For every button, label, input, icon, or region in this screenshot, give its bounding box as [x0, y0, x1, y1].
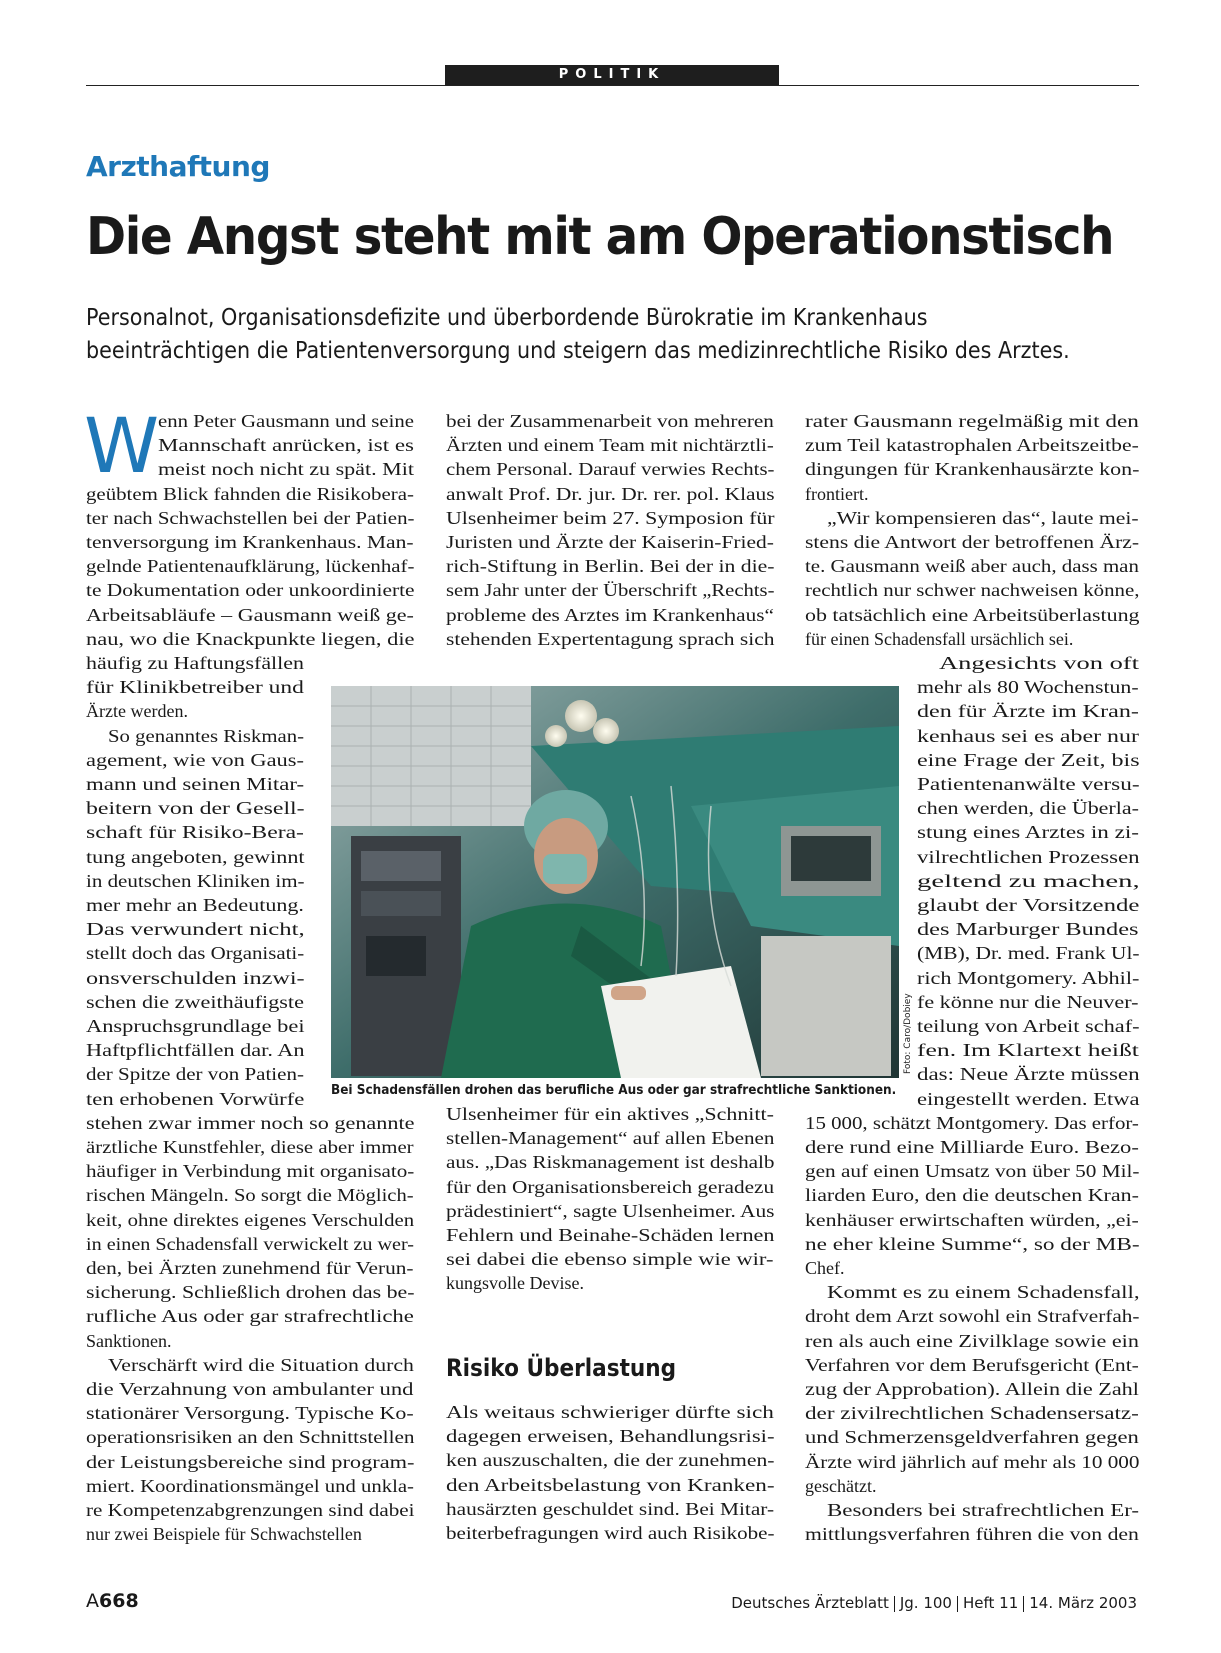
- text-line: sem Jahr unter der Überschrift „Rechts-: [446, 580, 775, 601]
- section-rule: [86, 85, 1139, 86]
- text-line: chen werden, die Überla-: [917, 798, 1139, 819]
- deck-line: beeinträchtigen die Patientenversorgung und steigern das medizinrechtliche Risiko des Arztes.: [86, 338, 1070, 364]
- text-line: mehr als 80 Wochenstun-: [917, 677, 1139, 698]
- text-line: rechtlich nur schwer nachweisen könne,: [805, 580, 1140, 601]
- text-line: glaubt der Vorsitzende: [917, 895, 1140, 915]
- text-line: Fehlern und Beinahe-Schäden lernen: [446, 1225, 775, 1245]
- text-line: Anspruchsgrundlage bei: [86, 1016, 305, 1036]
- text-line: Ärzten und einem Team mit nichtärztli-: [446, 435, 774, 456]
- text-line: den, bei Ärzten zunehmend für Verun-: [86, 1258, 414, 1278]
- text-line: stehenden Expertentagung sprach sich: [446, 628, 775, 649]
- text-line: geltend zu machen,: [917, 870, 1140, 891]
- text-line: re Kompetenzabgrenzungen sind dabei: [86, 1500, 415, 1520]
- text-line: Juristen und Ärzte der Kaiserin-Fried-: [446, 532, 774, 552]
- text-line: prädestiniert“, sagte Ulsenheimer. Aus: [446, 1200, 775, 1221]
- text-line: mann und seinen Mitar-: [86, 774, 305, 794]
- text-line: Chef.: [805, 1258, 845, 1278]
- text-line: gelnde Patientenaufklärung, lückenhaf-: [86, 556, 415, 577]
- journal-date: 14. März 2003: [1029, 1594, 1137, 1612]
- page-number-value: 668: [99, 1590, 139, 1612]
- text-line: meist noch nicht zu spät. Mit: [158, 459, 414, 480]
- text-line: stationärer Versorgung. Typische Ko-: [86, 1403, 414, 1424]
- journal-issue: Heft 11: [962, 1594, 1019, 1612]
- text-line: dere rund eine Milliarde Euro. Bezo-: [805, 1137, 1139, 1157]
- text-line: ren als auch eine Zivilklage sowie ein: [805, 1330, 1139, 1351]
- text-line: chem Personal. Darauf verwies Rechts-: [446, 459, 775, 480]
- text-line: beitern von der Gesell-: [86, 798, 305, 819]
- text-line: rater Gausmann regelmäßig mit den: [805, 411, 1139, 431]
- text-line: zum Teil katastrophalen Arbeitszeitbe-: [805, 435, 1139, 456]
- text-line: ter nach Schwachstellen bei der Patien-: [86, 507, 415, 528]
- text-line: Als weitaus schwieriger dürfte sich: [446, 1402, 774, 1422]
- text-line: geschätzt.: [805, 1475, 877, 1496]
- text-line: probleme des Arztes im Krankenhaus“: [446, 604, 774, 625]
- text-line: keit, ohne direktes eigenes Verschulden: [86, 1209, 415, 1230]
- text-line: te Dokumentation oder unkoordinierte: [86, 580, 415, 601]
- text-line: den für Ärzte im Kran-: [917, 701, 1139, 722]
- text-line: für einen Schadensfall ursächlich sei.: [805, 628, 1074, 649]
- text-line: mittlungsverfahren führen die von den: [805, 1524, 1139, 1545]
- article-headline: Die Angst steht mit am Operationstisch: [86, 207, 1114, 267]
- text-line: Verschärft wird die Situation durch: [108, 1354, 414, 1375]
- text-line: Kommt es zu einem Schadensfall,: [827, 1282, 1140, 1303]
- text-line: ob tatsächlich eine Arbeitsüberlastung: [805, 604, 1140, 625]
- text-line: tung angeboten, gewinnt: [86, 846, 305, 867]
- article-deck: [86, 302, 1148, 368]
- text-line: rufliche Aus oder gar strafrechtliche: [86, 1306, 414, 1327]
- text-line: Ulsenheimer beim 27. Symposion für: [446, 507, 775, 528]
- text-line: sicherung. Schließlich drohen das be-: [86, 1282, 415, 1303]
- text-line: sei dabei die ebenso simple wie wir-: [446, 1249, 774, 1270]
- photo-credit: [899, 993, 913, 1078]
- text-line: Verfahren vor dem Berufsgericht (Ent-: [805, 1354, 1139, 1375]
- text-line: rischen Mängeln. So sorgt die Möglich-: [86, 1185, 414, 1206]
- article-kicker: Arzthaftung: [86, 150, 270, 183]
- text-line: ken auszuschalten, die der zunehmen-: [446, 1450, 775, 1471]
- text-line: liarden Euro, den die deutschen Kran-: [805, 1185, 1139, 1206]
- journal-footer: [731, 1594, 1137, 1612]
- text-line: rich-Stiftung in Berlin. Bei der in die-: [446, 556, 775, 577]
- text-line: So genanntes Riskman-: [108, 725, 304, 746]
- text-line: nur zwei Beispiele für Schwachstellen: [86, 1524, 362, 1545]
- text-line: Mannschaft anrücken, ist es: [158, 435, 414, 456]
- text-line: geübtem Blick fahnden die Risikobera-: [86, 483, 414, 504]
- text-line: bei der Zusammenarbeit von mehreren: [446, 411, 774, 431]
- text-line: eingestellt werden. Etwa: [917, 1088, 1140, 1109]
- text-line: te. Gausmann weiß aber auch, dass man: [805, 556, 1139, 577]
- text-line: stung eines Arztes in zi-: [917, 822, 1139, 843]
- text-line: für Klinikbetreiber und: [86, 677, 304, 698]
- text-line: Ärzte wird jährlich auf mehr als 10 000: [805, 1451, 1140, 1472]
- text-line: das: Neue Ärzte müssen: [917, 1064, 1140, 1085]
- text-line: in deutschen Kliniken im-: [86, 870, 305, 891]
- text-line: Patientenanwälte versu-: [917, 774, 1140, 794]
- text-line: stens die Antwort der betroffenen Ärz-: [805, 532, 1140, 552]
- text-line: stellt doch das Organisati-: [86, 943, 305, 964]
- text-line: schen die zweithäufigste: [86, 991, 304, 1012]
- photo-caption: Bei Schadensfällen drohen das berufliche Aus oder gar strafrechtliche Sanktionen.: [331, 1083, 897, 1098]
- text-line: enn Peter Gausmann und seine: [158, 411, 414, 431]
- text-line: kungsvolle Devise.: [446, 1273, 584, 1294]
- text-line: kenhaus sei es aber nur: [917, 725, 1139, 746]
- deck-line: Personalnot, Organisationsdefizite und überbordende Bürokratie im Krankenhaus: [86, 305, 928, 331]
- text-line: fe könne nur die Neuver-: [917, 991, 1139, 1012]
- text-line: in einen Schadensfall verwickelt zu wer-: [86, 1233, 415, 1254]
- text-line: Arbeitsabläufe – Gausmann weiß ge-: [86, 604, 414, 625]
- text-line: nau, wo die Knackpunkte liegen, die: [86, 628, 415, 649]
- text-line: häufiger in Verbindung mit organisato-: [86, 1161, 415, 1182]
- text-line: frontiert.: [805, 483, 869, 504]
- text-line: der Leistungsbereiche sind program-: [86, 1451, 415, 1472]
- text-line: Ärzte werden.: [86, 701, 188, 722]
- section-label: POLITIK: [445, 65, 779, 85]
- page-number: [86, 1590, 139, 1612]
- text-line: eine Frage der Zeit, bis: [917, 749, 1140, 770]
- text-line: beiterbefragungen wird auch Risikobe-: [446, 1523, 775, 1543]
- text-line: aus. „Das Riskmanagement ist deshalb: [446, 1152, 775, 1173]
- text-line: rich Montgomery. Abhil-: [917, 967, 1140, 988]
- text-line: onsverschulden inzwi-: [86, 967, 305, 988]
- text-line: Ulsenheimer für ein aktives „Schnitt-: [446, 1104, 774, 1124]
- text-line: droht dem Arzt sowohl ein Strafverfah-: [805, 1306, 1140, 1327]
- text-line: stellen-Management“ auf allen Ebenen: [446, 1128, 775, 1149]
- text-line: operationsrisiken an den Schnittstellen: [86, 1427, 415, 1448]
- text-line: der Spitze der von Patien-: [86, 1064, 304, 1085]
- journal-name: Deutsches Ärzteblatt: [731, 1594, 889, 1612]
- text-line: miert. Koordinationsmängel und unkla-: [86, 1475, 414, 1496]
- journal-volume: Jg. 100: [899, 1594, 952, 1612]
- page-prefix: A: [86, 1590, 99, 1612]
- text-line: Haftpflichtfällen dar. An: [86, 1040, 305, 1061]
- text-line: zug der Approbation). Allein die Zahl: [805, 1379, 1139, 1399]
- text-line: Besonders bei strafrechtlichen Er-: [827, 1500, 1140, 1520]
- text-line: ten erhobenen Vorwürfe: [86, 1088, 305, 1109]
- text-line: agement, wie von Gaus-: [86, 749, 304, 770]
- text-line: Sanktionen.: [86, 1330, 172, 1351]
- text-line: gen auf einen Umsatz von über 50 Mil-: [805, 1161, 1140, 1182]
- text-line: „Wir kompensieren das“, laute mei-: [827, 507, 1139, 528]
- text-line: die Verzahnung von ambulanter und: [86, 1379, 414, 1399]
- text-line: anwalt Prof. Dr. jur. Dr. rer. pol. Klaus: [446, 483, 775, 504]
- drop-cap: W: [84, 401, 160, 490]
- operating-room-photo: [331, 686, 899, 1078]
- text-line: für den Organisationsbereich geradezu: [446, 1176, 775, 1197]
- text-line: ne eher kleine Summe“, so der MB-: [805, 1233, 1140, 1254]
- text-line: dagegen erweisen, Behandlungsrisi-: [446, 1426, 775, 1447]
- text-line: teilung von Arbeit schaf-: [917, 1016, 1140, 1036]
- text-line: stehen zwar immer noch so genannte: [86, 1112, 415, 1133]
- text-line: ärztliche Kunstfehler, diese aber immer: [86, 1137, 414, 1157]
- text-line: kenhäuser erwirtschaften würden, „ei-: [805, 1209, 1139, 1230]
- text-line: dingungen für Krankenhausärzte kon-: [805, 459, 1140, 480]
- text-line: der zivilrechtlichen Schadensersatz-: [805, 1403, 1139, 1424]
- text-line: vilrechtlichen Prozessen: [917, 846, 1140, 867]
- text-line: schaft für Risiko-Bera-: [86, 822, 304, 843]
- text-line: fen. Im Klartext heißt: [917, 1040, 1139, 1061]
- text-line: mer mehr an Bedeutung.: [86, 895, 304, 915]
- text-line: des Marburger Bundes: [917, 919, 1139, 940]
- text-line: 15 000, schätzt Montgomery. Das erfor-: [805, 1112, 1139, 1133]
- section-subheading: Risiko Überlastung: [446, 1354, 677, 1382]
- text-line: und Schmerzensgeldverfahren gegen: [805, 1427, 1139, 1448]
- text-line: hausärzten geschuldet sind. Bei Mitar-: [446, 1498, 775, 1519]
- text-line: Angesichts von oft: [939, 653, 1139, 673]
- text-line: den Arbeitsbelastung von Kranken-: [446, 1474, 775, 1495]
- text-line: tenversorgung im Krankenhaus. Man-: [86, 532, 414, 552]
- photo-credit-text: Foto: Caro/Dobiey: [903, 993, 913, 1074]
- text-line: Das verwundert nicht,: [86, 919, 305, 940]
- text-line: (MB), Dr. med. Frank Ul-: [917, 943, 1140, 964]
- text-line: häufig zu Haftungsfällen: [86, 653, 304, 673]
